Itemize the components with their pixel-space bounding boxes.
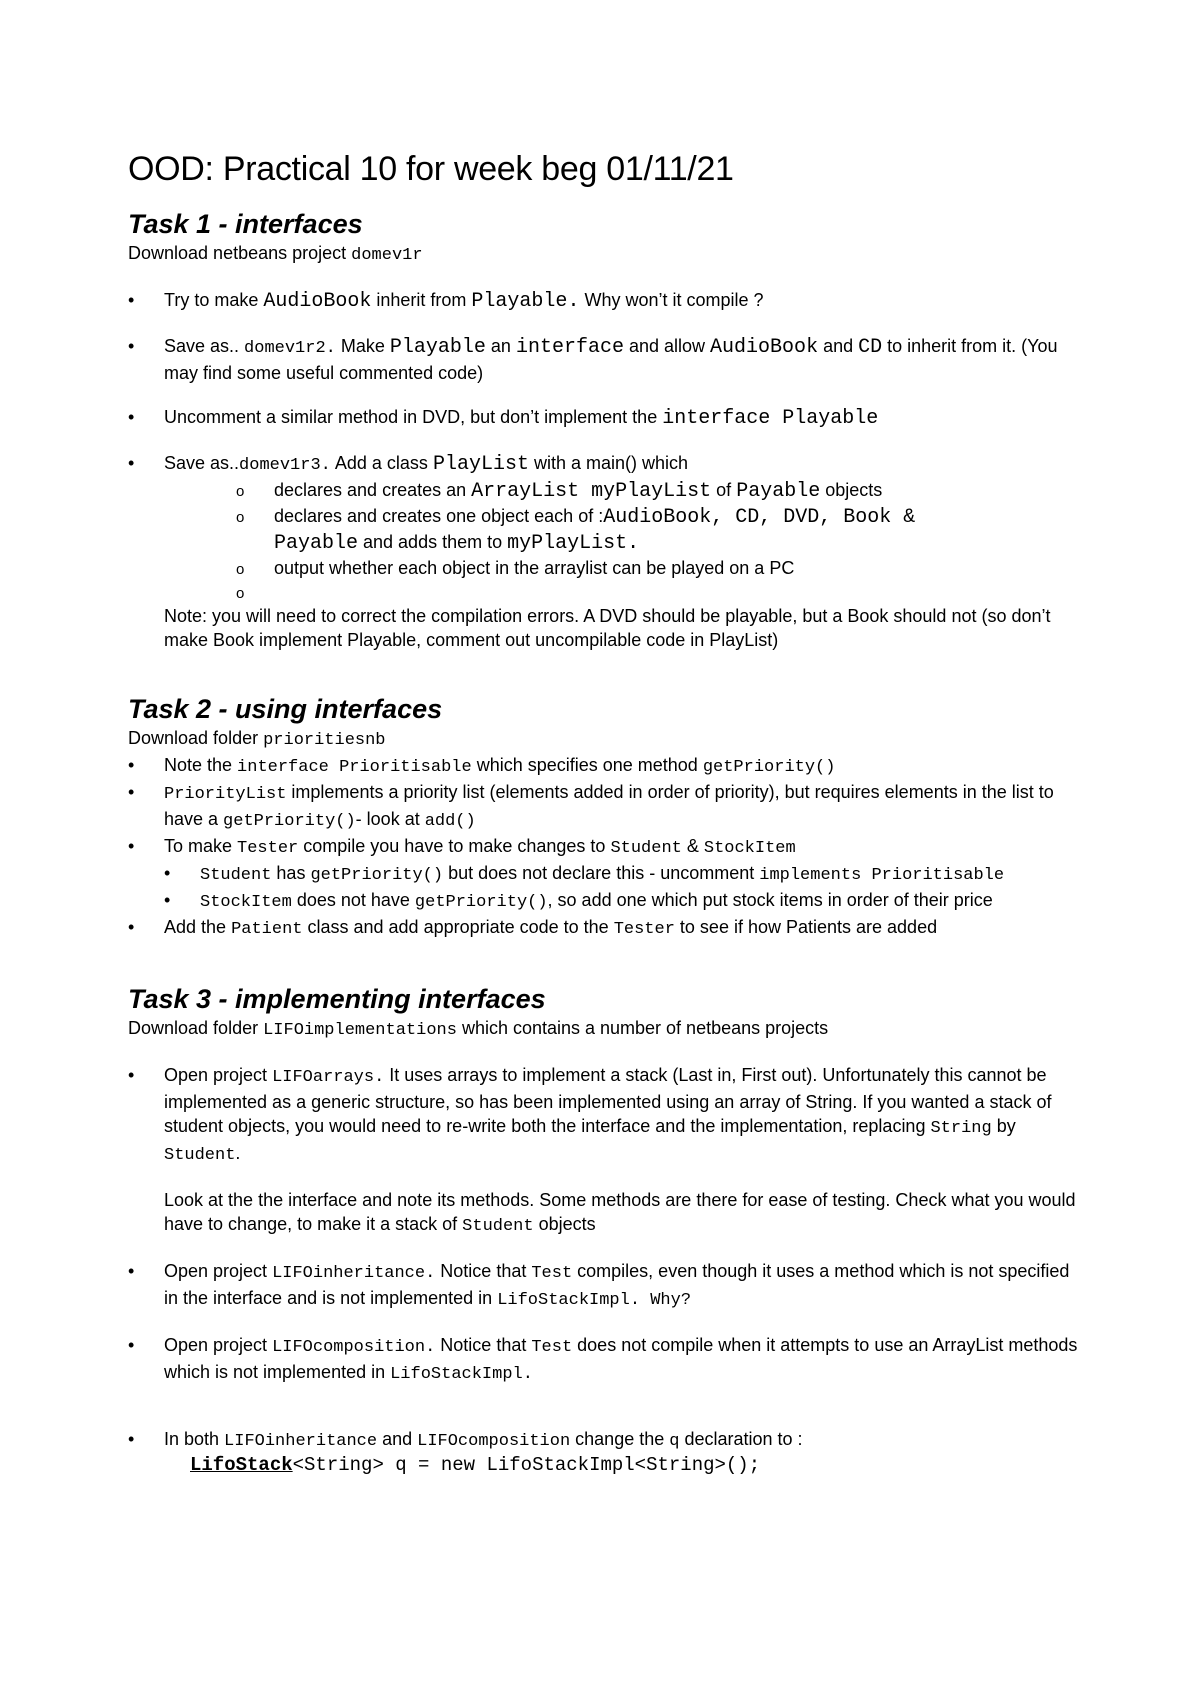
list-item: • PriorityList implements a priority list (elements added in order of priority), but requires elements in the list to have a getPriority()- look at add()	[128, 780, 1088, 834]
task3-heading: Task 3 - implementing interfaces	[128, 984, 546, 1014]
list-item: • Uncomment a similar method in DVD, but don’t implement the interface Playable	[128, 405, 1088, 431]
list-item-empty	[236, 580, 1088, 604]
task3-intro: Download folder LIFOimplementations which contains a number of netbeans projects	[128, 1018, 829, 1040]
task1-intro: Download netbeans project domev1r	[128, 243, 423, 265]
task1-heading: Task 1 - interfaces	[128, 209, 363, 239]
list-item: o output whether each object in the arraylist can be played on a PC	[236, 556, 1088, 580]
task3-list	[128, 1063, 1088, 1454]
task1-sublist	[236, 478, 1088, 604]
list-item: • Save as.. domev1r2. Make Playable an interface and allow AudioBook and CD to inherit from it. (You may find some useful commented code)	[128, 334, 1088, 385]
list-item: • Note the interface Prioritisable which specifies one method getPriority()	[128, 753, 1088, 780]
list-item: • Student has getPriority() but does not declare this - uncomment implements Prioritisable	[164, 861, 1088, 888]
list-item: o declares and creates an ArrayList myPlayList of Payable objects	[236, 478, 1088, 504]
code-snippet	[128, 1454, 1088, 1476]
list-item: • Add the Patient class and add appropriate code to the Tester to see if how Patients are added	[128, 915, 1088, 942]
task2-list-end	[128, 915, 1088, 942]
task2-heading: Task 2 - using interfaces	[128, 694, 443, 724]
list-item: • StockItem does not have getPriority(), so add one which put stock items in order of their price	[164, 888, 1088, 915]
task2-section	[128, 692, 1088, 942]
list-item: o declares and creates one object each of :AudioBook, CD, DVD, Book & Payable and adds them to myPlayList.	[236, 504, 1088, 556]
page-title: OOD: Practical 10 for week beg 01/11/21	[128, 150, 734, 188]
task3-section	[128, 982, 1088, 1476]
document-page	[128, 150, 1088, 1476]
code-rest: <String> q = new LifoStackImpl<String>();	[292, 1454, 761, 1476]
task2-list	[128, 753, 1088, 861]
list-item: • Save as..domev1r3. Add a class PlayList with a main() which	[128, 451, 1088, 478]
list-item: • Open project LIFOarrays. It uses arrays to implement a stack (Last in, First out). Unfortunately this cannot be implemented as a generic structure, so has been implemented using an array of String. If you wanted a stack of student objects, you would need to re-write both the interface and the implementation, replacing String by Student. Look at the the interface and note its methods. Some methods are there for ease of testing. Check what you would have to change, to make it a stack of Student objects	[128, 1063, 1088, 1239]
list-item: • Open project LIFOcomposition. Notice that Test does not compile when it attempts to use an ArrayList methods which is not implemented in LifoStackImpl.	[128, 1333, 1088, 1387]
list-item: • In both LIFOinheritance and LIFOcomposition change the q declaration to :	[128, 1427, 1088, 1454]
list-item: • Open project LIFOinheritance. Notice that Test compiles, even though it uses a method which is not specified in the interface and is not implemented in LifoStackImpl. Why?	[128, 1259, 1088, 1313]
task1-section	[128, 207, 1088, 652]
task1-list	[128, 288, 1088, 478]
task2-intro: Download folder prioritiesnb	[128, 728, 386, 750]
task2-sublist	[164, 861, 1088, 915]
code-keyword: LifoStack	[190, 1454, 293, 1476]
list-item: • To make Tester compile you have to make changes to Student & StockItem	[128, 834, 1088, 861]
task1-note: Note: you will need to correct the compilation errors. A DVD should be playable, but a Book should not (so don’t make Book implement Playable, comment out uncompilable code in PlayList)	[164, 606, 1051, 650]
list-item: • Try to make AudioBook inherit from Playable. Why won’t it compile ?	[128, 288, 1088, 314]
